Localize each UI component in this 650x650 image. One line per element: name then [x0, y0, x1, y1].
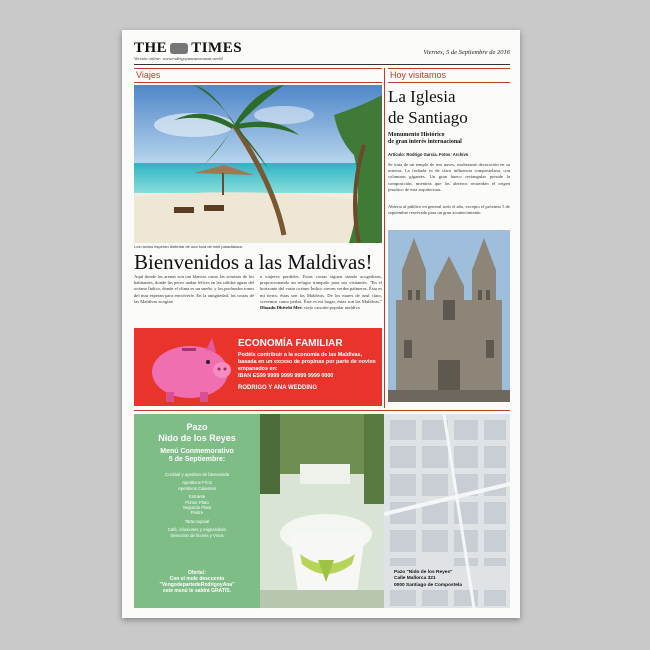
menu-item: Aperitivos Fríos	[182, 480, 212, 486]
article-column-1: Aquí donde las arenas son tan blancas como las sonrisas de los habitantes, donde los peces nadan felices en las cálidas aguas del océano Índico, donde el clima es un sueño, y los profundos tonos del mar esperan para envolverle. En la antigüedad, las costas de las Maldivas acogían	[134, 274, 254, 304]
section-separator	[134, 410, 510, 411]
headline-maldivas: Bienvenidos a las Maldivas!	[134, 250, 373, 274]
menu-item: Postre	[190, 510, 204, 516]
section-label-hoy-visitamos: Hoy visitamos	[390, 70, 447, 80]
menu-items	[134, 472, 260, 538]
ad-title: ECONOMÍA FAMILIAR	[238, 338, 343, 349]
menu-item: Cocktail y aperitivo de bienvenida	[164, 472, 229, 477]
offer-line-1: Oferta!:	[187, 570, 207, 576]
masthead	[134, 38, 510, 65]
subtitle-line-1: Monumento Histórico	[388, 132, 445, 138]
online-version-tagline: Versión online: www.rodrigoyanaseacasan.weebl	[134, 56, 223, 61]
section-rule-left	[134, 68, 382, 69]
piggy-bank-icon	[138, 328, 238, 406]
quote-credit-rest: , viejo canción popular maldiva	[301, 305, 360, 311]
venue-address	[394, 570, 462, 589]
article-quote: "En el horizonte del vasto océano Índico crecen verdes palmeras. Ésta es mi tierra, éstas son las Maldivas. De los mares de azul claro, crecemos como perlas. Éste es mi hogar, éstas son las Maldivas."	[260, 280, 382, 304]
menu-item: Entrante	[188, 494, 206, 500]
menu-item: Café, infusiones y mignardises	[167, 527, 227, 533]
brand-the: THE	[134, 40, 168, 56]
menu-item: Tarta nupcial	[184, 518, 210, 524]
issue-date: Viernes, 5 de Septiembre de 2016	[423, 49, 510, 56]
location-map	[384, 414, 510, 608]
offer-line-4: este menú te saldrá GRATIS.	[163, 588, 231, 594]
crest-icon	[170, 43, 188, 54]
menu-item: Selección de licores y Vinos	[170, 532, 224, 538]
section-rule-left-bottom	[134, 82, 382, 83]
column-divider	[384, 68, 385, 408]
pazo-title-line-2: Nido de los Reyes	[158, 433, 236, 443]
maldives-beach-photo	[134, 85, 382, 243]
offer-line-2: Con el mole descuento	[169, 576, 225, 582]
iglesia-paragraph-2: Abierta al público en general todo el año, excepto el próximo 5 de septiembre reservado para un gran acontecimiento.	[388, 204, 510, 216]
title-line-1: La Iglesia	[388, 87, 456, 106]
pazo-menu-ad	[134, 414, 260, 608]
economia-familiar-ad	[134, 328, 382, 406]
article-column-2-text: a viajeros perdidos. Estas costas siguen siendo acogedoras, proporcionando un refugio tranquilo para sus visitantes.	[260, 274, 382, 286]
iglesia-paragraph-1: Se trata de un templo de tres naves, exuberante decoración en su interior. La fachada es de claro influencia compostelana, con columnas gigantes. Un gran hueco rectangular preside la composición, mientras que los aleteros recuerdan el origen jesuítico de esta arquitectura.	[388, 162, 510, 192]
menu-heading-line-2: 5 de Septiembre:	[168, 456, 226, 463]
wedding-banquet-photo	[260, 414, 384, 608]
menu-item: Aperitivos Calientes	[178, 485, 216, 491]
menu-heading-line-1: Menú Conmemorativo	[160, 448, 234, 455]
section-rule-right-bottom	[388, 82, 510, 83]
brand-times: TIMES	[191, 40, 243, 56]
address-line-1: Pazo "Nido de los Reyes"	[394, 570, 453, 575]
menu-item: Segundo Plato	[182, 505, 212, 511]
subtitle-line-2: de gran interés internacional	[388, 139, 462, 145]
section-rule-right	[388, 68, 510, 69]
offer-line-3: "VengodepartedeRodrigoyAna"	[159, 582, 235, 588]
address-line-3: 0000 Santiago de Compostela	[394, 582, 462, 588]
ad-body: Podéis contribuir a la economía de las Maldivas, basada en un exceso de propinas por parte de novios empanados en:	[238, 352, 376, 372]
newspaper-brand	[134, 40, 242, 57]
photo-caption: Los novios esperan disfrutar de una luna de miel paradisiaca.	[134, 244, 243, 249]
article-credit: Artículo: Rodrigo García. Fotos: Archivo	[388, 152, 469, 157]
menu-heading	[134, 448, 260, 464]
title-line-2: de Santiago	[388, 108, 468, 127]
pazo-title-line-1: Pazo	[186, 422, 208, 432]
address-line-2: Calle Mallorca 321	[394, 576, 436, 582]
quote-credit: Dhoadu Dhivehi Mee	[260, 305, 302, 311]
menu-item: Primer Plato	[185, 499, 209, 505]
article-subtitle	[388, 132, 462, 146]
pazo-title	[134, 422, 260, 444]
article-column-2	[260, 274, 382, 326]
menu-offer	[134, 570, 260, 594]
ad-iban: IBAN ES99 9999 9999 9999 9999 0000	[238, 373, 334, 379]
ad-text	[238, 352, 378, 380]
section-label-viajes: Viajes	[136, 70, 161, 80]
santiago-cathedral-photo	[388, 230, 510, 402]
article-title-iglesia	[388, 86, 468, 128]
ad-names: RODRIGO Y ANA WEDDING	[238, 385, 318, 391]
newspaper-page	[122, 30, 520, 618]
